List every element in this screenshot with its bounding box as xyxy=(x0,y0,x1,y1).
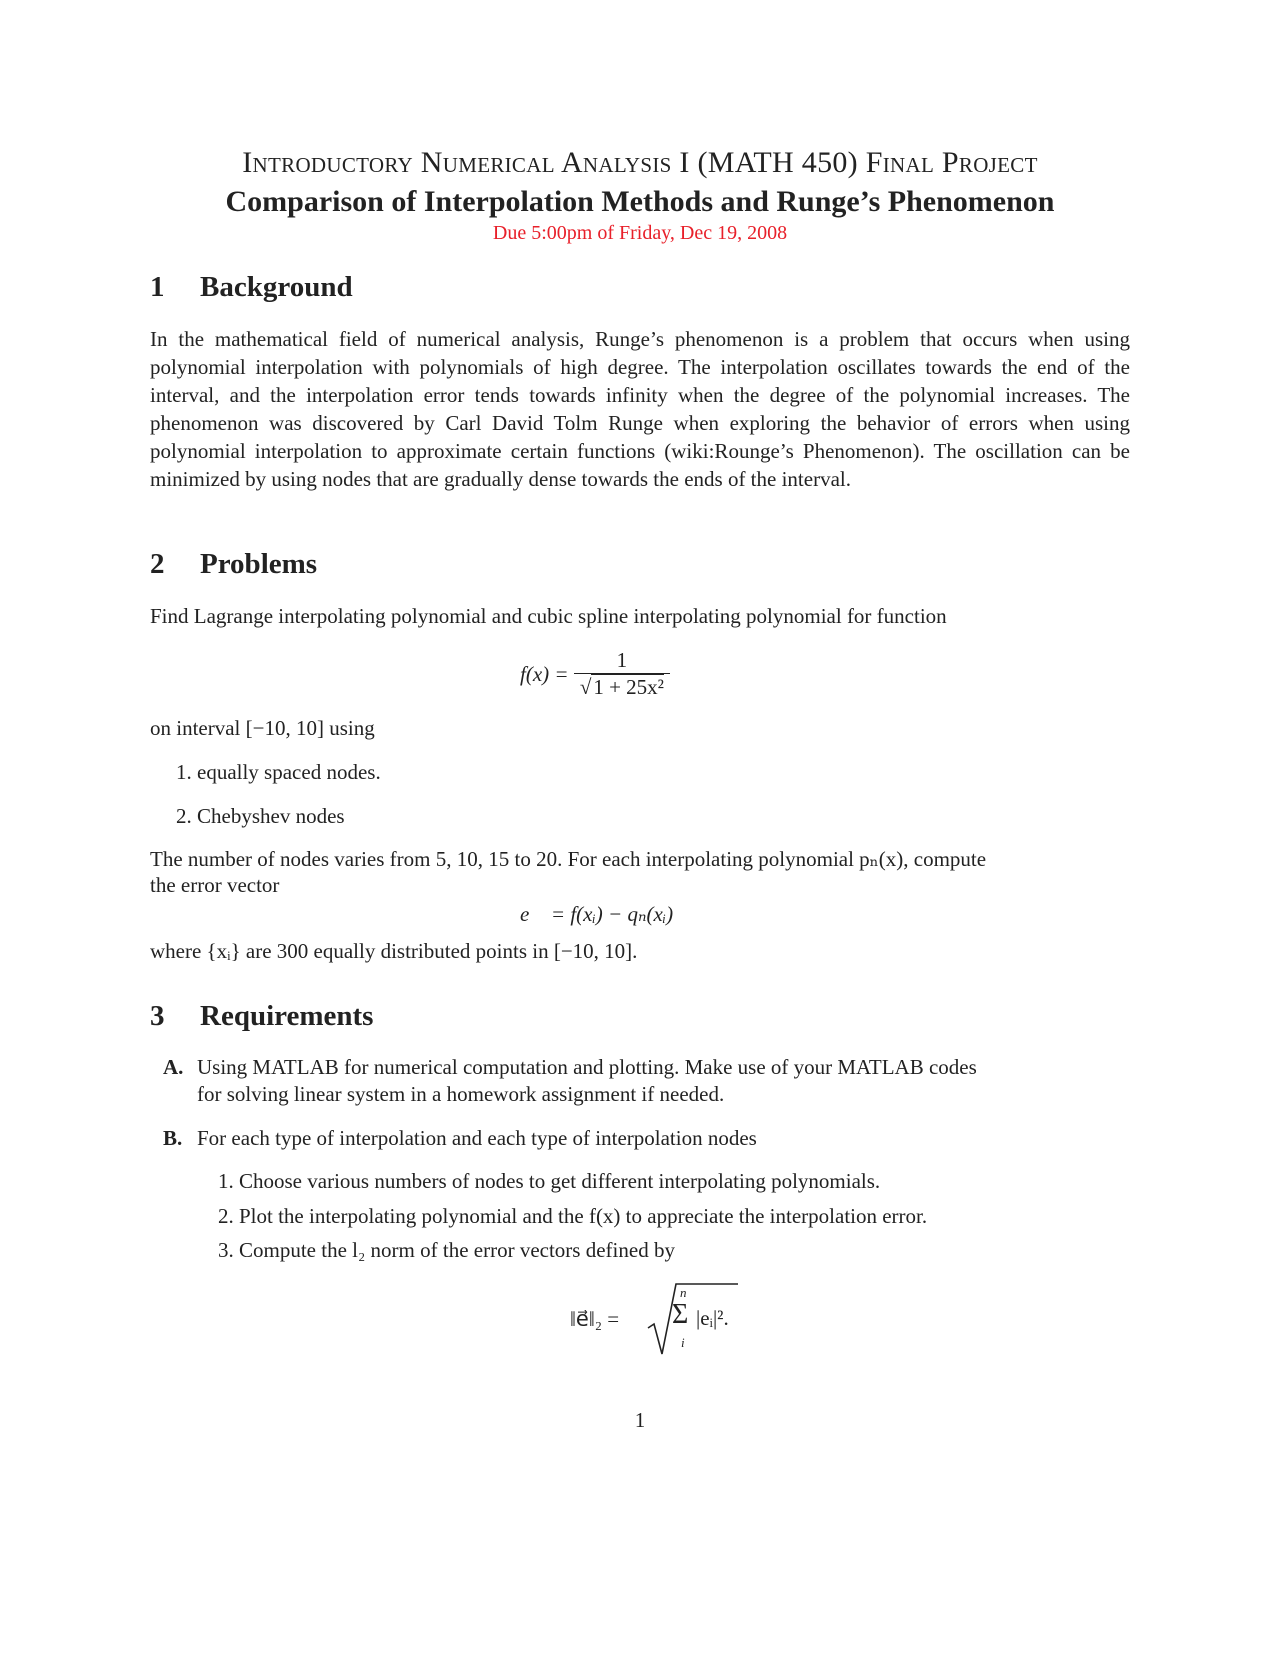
document-title: Comparison of Interpolation Methods and Runge’s Phenomenon xyxy=(225,185,1055,218)
section-number: 2 xyxy=(150,548,165,580)
section-heading-background xyxy=(150,271,353,304)
background-paragraph: In the mathematical field of numerical analysis, Runge’s phenomenon is a problem that occurs when using polynomial interpolation with polynomials of high degree. The interpolation oscillates towards the end of the interval, and the interpolation error tends towards infinity when the degree of the polynomial increases. The phenomenon was discovered by Carl David Tolm Runge when exploring the behavior of errors when using polynomial interpolation to approximate certain functions (wiki:Rounge’s Phenomenon). The oscillation can be minimized by using nodes that are gradually dense towards the ends of the interval. xyxy=(150,327,1130,491)
due-date: Due 5:00pm of Friday, Dec 19, 2008 xyxy=(492,222,788,244)
error-vector-formula: e⃗ = f(xᵢ) − qₙ(xᵢ) xyxy=(520,902,674,926)
nodes-count-line: The number of nodes varies from 5, 10, 15 to 20. For each interpolating polynomial pₙ(x), compute xyxy=(150,847,987,871)
norm-sum-top: n xyxy=(680,1285,687,1300)
norm-lhs: ‖e⃗‖₂ = xyxy=(570,1307,620,1331)
interval-text: on interval [−10, 10] using xyxy=(150,716,375,740)
problems-intro: Find Lagrange interpolating polynomial and cubic spline interpolating polynomial for function xyxy=(150,604,947,628)
section-title: Requirements xyxy=(200,1000,374,1032)
formula-denominator: √1 + 25x² xyxy=(574,673,670,698)
list-item: 1. equally spaced nodes. xyxy=(176,760,381,784)
list-item: 1. Choose various numbers of nodes to get different interpolating polynomials. xyxy=(218,1169,881,1193)
section-number: 1 xyxy=(150,271,165,303)
requirement-label-b: B. xyxy=(163,1126,183,1150)
list-item: 3. Compute the l₂ norm of the error vectors defined by xyxy=(218,1238,675,1262)
section-number: 3 xyxy=(150,1000,165,1032)
list-item: 2. Chebyshev nodes xyxy=(176,804,345,828)
course-heading: Introductory Numerical Analysis I (MATH 450) Final Project xyxy=(242,146,1038,179)
formula-lhs: f(x) = xyxy=(520,661,569,686)
requirement-a-line2: for solving linear system in a homework assignment if needed. xyxy=(197,1082,725,1106)
section-heading-problems xyxy=(150,548,317,581)
where-text: where {xᵢ} are 300 equally distributed points in [−10, 10]. xyxy=(150,939,638,963)
sqrt-icon: √ xyxy=(579,675,592,699)
page-number: 1 xyxy=(634,1408,646,1432)
sum-icon: Σ xyxy=(672,1299,689,1330)
section-heading-requirements xyxy=(150,1000,373,1033)
formula-fraction xyxy=(574,650,670,698)
function-formula xyxy=(520,650,670,698)
section-title: Background xyxy=(200,271,353,303)
norm-body: |eᵢ|². xyxy=(696,1306,729,1330)
requirement-a-line1: Using MATLAB for numerical computation and plotting. Make use of your MATLAB codes xyxy=(197,1055,977,1079)
list-item: 2. Plot the interpolating polynomial and the f(x) to appreciate the interpolation error. xyxy=(218,1204,928,1228)
formula-numerator: 1 xyxy=(616,648,628,672)
requirement-label-a: A. xyxy=(163,1055,184,1079)
section-title: Problems xyxy=(200,548,318,580)
requirement-b-line: For each type of interpolation and each type of interpolation nodes xyxy=(197,1126,757,1150)
norm-sum-bottom: i xyxy=(681,1335,685,1350)
nodes-count-line-2: the error vector xyxy=(150,873,280,897)
